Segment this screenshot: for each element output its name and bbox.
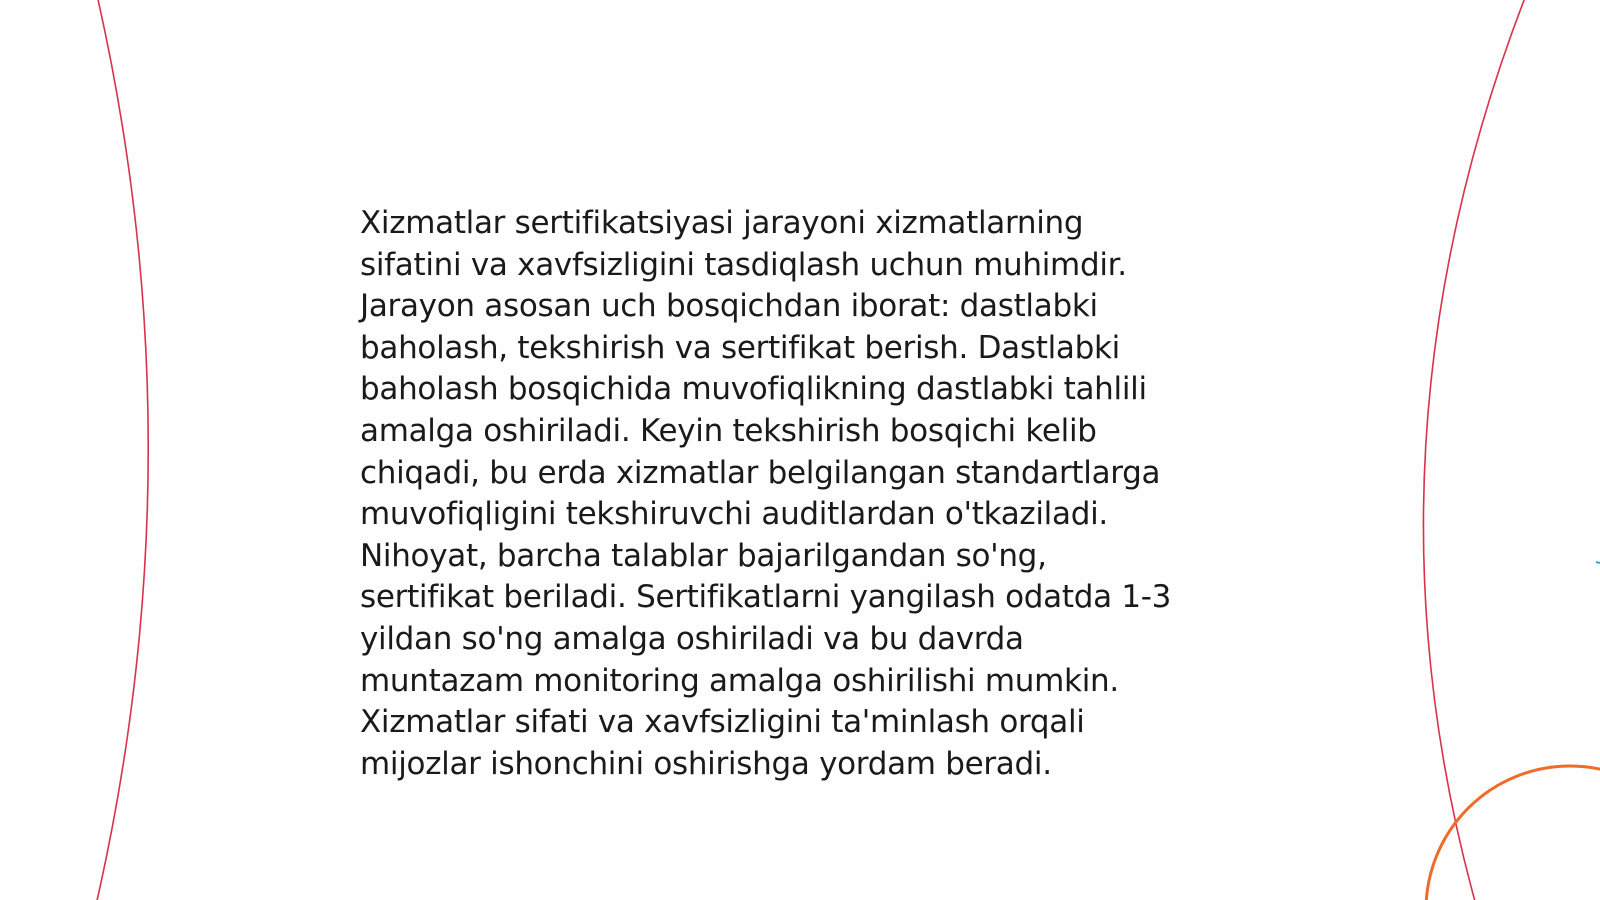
body-line: muvofiqligini tekshiruvchi auditlardan o'tkaziladi. [360, 496, 1108, 533]
body-line: mijozlar ishonchini oshirishga yordam beradi. [360, 745, 1052, 782]
body-line: yildan so'ng amalga oshiriladi va bu davrda [360, 620, 1024, 657]
body-line: amalga oshiriladi. Keyin tekshirish bosqichi kelib [360, 412, 1097, 449]
body-line: sertifikat beriladi. Sertifikatlarni yangilash odatda 1-3 [360, 579, 1172, 616]
body-paragraph [360, 203, 1240, 785]
body-line: Nihoyat, barcha talablar bajarilgandan so'ng, [360, 537, 1047, 574]
body-line: chiqadi, bu erda xizmatlar belgilangan standartlarga [360, 454, 1161, 491]
body-line: Jarayon asosan uch bosqichdan iborat: dastlabki [360, 288, 1098, 325]
corner-decorative-circle [1426, 766, 1600, 900]
body-line: baholash, tekshirish va sertifikat berish. Dastlabki [360, 329, 1120, 366]
body-line: Xizmatlar sifati va xavfsizligini ta'minlash orqali [360, 704, 1085, 741]
body-line: sifatini va xavfsizligini tasdiqlash uchun muhimdir. [360, 246, 1127, 283]
body-line: muntazam monitoring amalga oshirilishi mumkin. [360, 662, 1119, 699]
body-line: Xizmatlar sertifikatsiyasi jarayoni xizmatlarning [360, 205, 1084, 241]
body-line: baholash bosqichida muvofiqlikning dastlabki tahlili [360, 371, 1147, 408]
right-decorative-arc [1423, 0, 1526, 900]
left-decorative-arc [96, 0, 148, 900]
accent-tick-mark [1596, 562, 1600, 563]
